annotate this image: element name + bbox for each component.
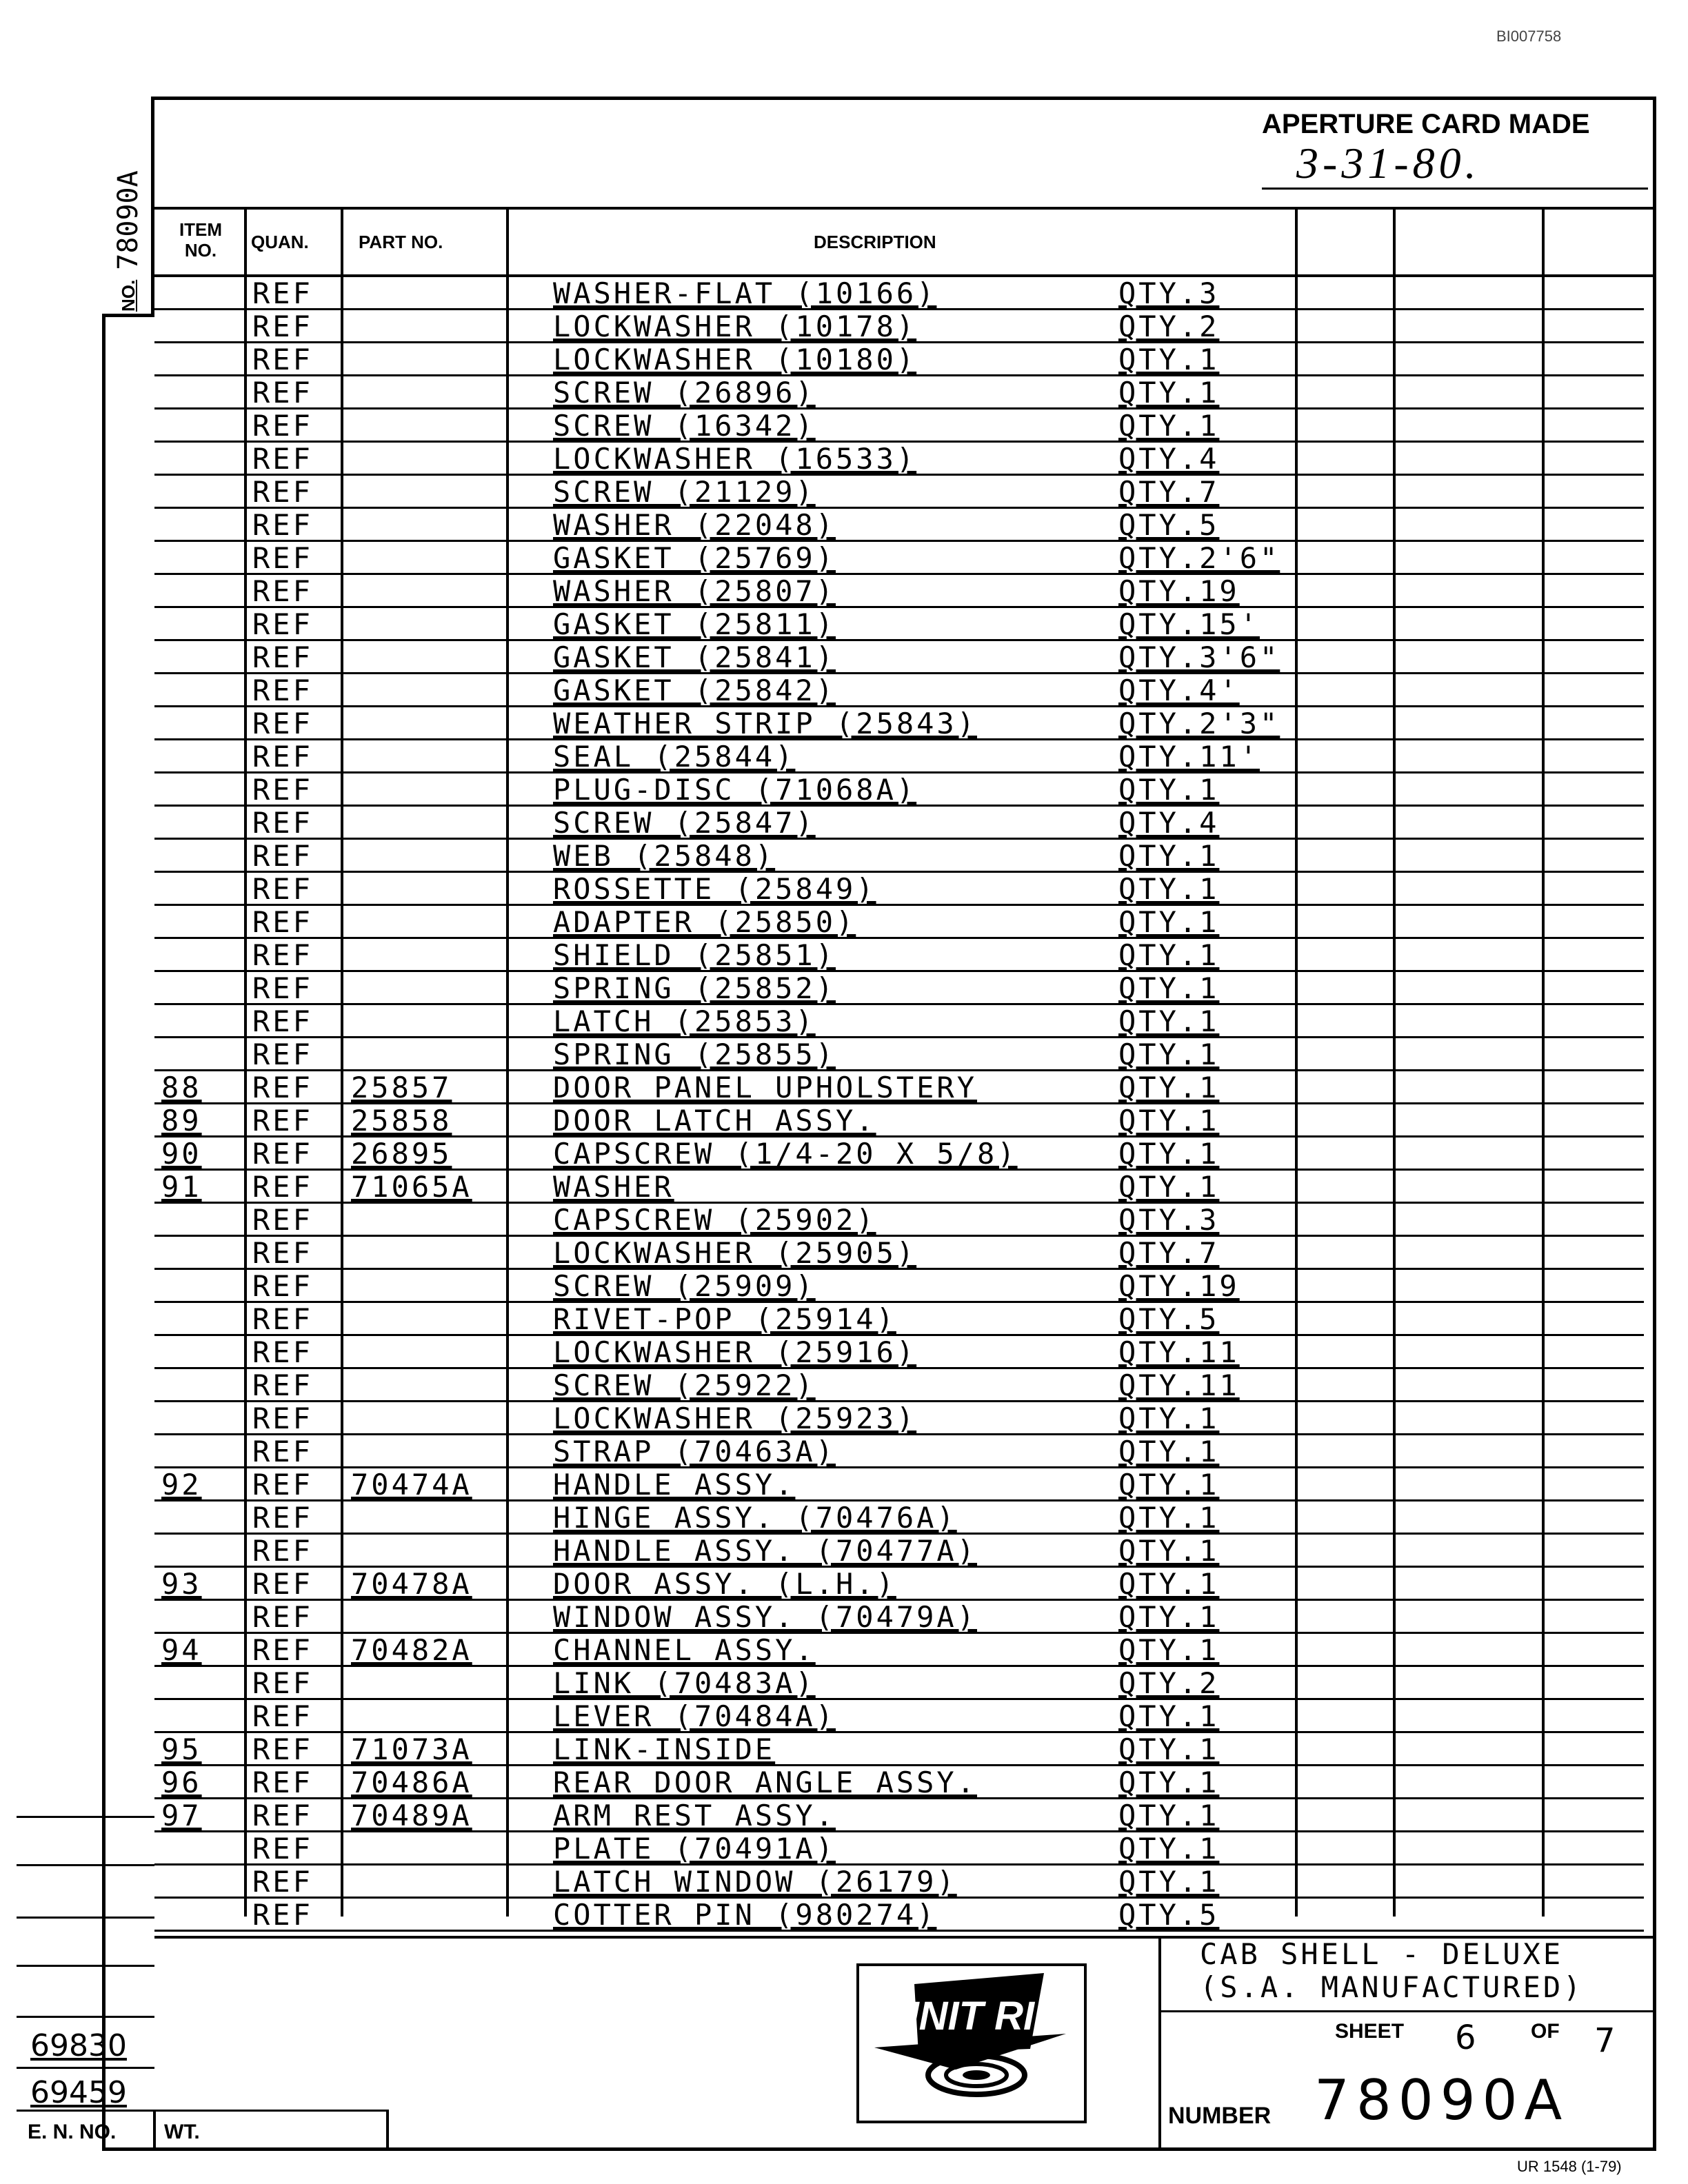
quantity: REF <box>252 1038 313 1071</box>
item-number: 89 <box>161 1104 202 1138</box>
title-sheet-rule <box>1158 2010 1656 2012</box>
table-row <box>154 1866 1644 1899</box>
description: WASHER (22048) <box>553 508 836 542</box>
quantity: REF <box>252 1335 313 1369</box>
quantity-note: QTY.1 <box>1118 1468 1220 1502</box>
quantity-note: QTY.1 <box>1118 1799 1220 1832</box>
wt-right-edge <box>386 2110 389 2151</box>
quantity: REF <box>252 1170 313 1204</box>
en-rule-1 <box>17 1816 154 1818</box>
quantity: REF <box>252 1236 313 1270</box>
en-rule-2 <box>17 1864 154 1866</box>
quantity: REF <box>252 1699 313 1733</box>
quantity-note: QTY.15' <box>1118 607 1260 641</box>
item-number: 94 <box>161 1633 202 1667</box>
table-row <box>154 1071 1644 1104</box>
description: SCREW (25847) <box>553 806 816 840</box>
table-row <box>154 1733 1644 1766</box>
column-header-description: DESCRIPTION <box>814 232 936 252</box>
table-row <box>154 1435 1644 1468</box>
document-reference: BI007758 <box>1496 28 1562 45</box>
description: HINGE ASSY. (70476A) <box>553 1501 957 1535</box>
quantity-note: QTY.1 <box>1118 1435 1220 1468</box>
description: DOOR LATCH ASSY. <box>553 1104 876 1138</box>
quantity: REF <box>252 773 313 807</box>
quantity-note: QTY.1 <box>1118 1104 1220 1138</box>
quantity: REF <box>252 310 313 343</box>
quantity-note: QTY.7 <box>1118 1236 1220 1270</box>
quantity-note: QTY.1 <box>1118 1137 1220 1171</box>
item-number: 91 <box>161 1170 202 1204</box>
part-number: 71073A <box>351 1732 472 1766</box>
quantity: REF <box>252 1501 313 1535</box>
description: SCREW (25922) <box>553 1368 816 1402</box>
drawing-number: 78090A <box>1314 2068 1569 2132</box>
table-row <box>154 376 1644 410</box>
table-row <box>154 608 1644 641</box>
quantity-note: QTY.1 <box>1118 1699 1220 1733</box>
description: COTTER PIN (980274) <box>553 1898 937 1932</box>
quantity: REF <box>252 1898 313 1932</box>
table-row <box>154 840 1644 873</box>
quantity-note: QTY.1 <box>1118 1501 1220 1535</box>
table-row <box>154 1104 1644 1138</box>
quantity-note: QTY.19 <box>1118 1269 1240 1303</box>
quantity-note: QTY.1 <box>1118 1766 1220 1799</box>
column-header-part: PART NO. <box>359 232 443 252</box>
table-row <box>154 1303 1644 1336</box>
quantity: REF <box>252 674 313 707</box>
quantity: REF <box>252 1435 313 1468</box>
drawing-number-strip <box>102 97 154 317</box>
description: REAR DOOR ANGLE ASSY. <box>553 1766 978 1799</box>
description: ADAPTER (25850) <box>553 905 856 939</box>
table-row <box>154 575 1644 608</box>
quantity: REF <box>252 1302 313 1336</box>
table-row <box>154 972 1644 1005</box>
description: SCREW (16342) <box>553 409 816 443</box>
quantity-note: QTY.4 <box>1118 806 1220 840</box>
quantity: REF <box>252 806 313 840</box>
table-row <box>154 1402 1644 1435</box>
sheet-label: SHEET <box>1335 2020 1405 2043</box>
table-row <box>154 1336 1644 1369</box>
description: LOCKWASHER (25916) <box>553 1335 917 1369</box>
table-row <box>154 873 1644 906</box>
quantity-note: QTY.1 <box>1118 1004 1220 1038</box>
assembly-title-line2: (S.A. MANUFACTURED) <box>1200 1970 1584 2004</box>
quantity-note: QTY.5 <box>1118 508 1220 542</box>
quantity: REF <box>252 1269 313 1303</box>
table-row <box>154 1038 1644 1071</box>
quantity: REF <box>252 1104 313 1138</box>
quantity: REF <box>252 1832 313 1866</box>
part-number: 70482A <box>351 1633 472 1667</box>
table-row <box>154 1667 1644 1700</box>
description: LATCH (25853) <box>553 1004 816 1038</box>
quantity-note: QTY.2'3" <box>1118 707 1280 740</box>
quantity: REF <box>252 938 313 972</box>
quantity: REF <box>252 1567 313 1601</box>
description: DOOR ASSY. (L.H.) <box>553 1567 896 1601</box>
part-number: 70486A <box>351 1766 472 1799</box>
quantity-note: QTY.1 <box>1118 1534 1220 1568</box>
quantity-note: QTY.11' <box>1118 740 1260 774</box>
en-no-label: E. N. NO. <box>28 2121 117 2143</box>
table-row <box>154 343 1644 376</box>
quantity-note: QTY.1 <box>1118 1865 1220 1899</box>
description: SPRING (25855) <box>553 1038 836 1071</box>
quantity-note: QTY.11 <box>1118 1335 1240 1369</box>
item-number: 95 <box>161 1732 202 1766</box>
description: PLUG-DISC (71068A) <box>553 773 917 807</box>
of-label: OF <box>1531 2020 1560 2043</box>
wt-label: WT. <box>164 2121 200 2143</box>
form-code: UR 1548 (1-79) <box>1517 2158 1622 2175</box>
quantity-note: QTY.1 <box>1118 1600 1220 1634</box>
description: GASKET (25811) <box>553 607 836 641</box>
quantity: REF <box>252 1004 313 1038</box>
quantity-note: QTY.1 <box>1118 1732 1220 1766</box>
description: CAPSCREW (1/4-20 X 5/8) <box>553 1137 1018 1171</box>
description: HANDLE ASSY. (70477A) <box>553 1534 978 1568</box>
quantity: REF <box>252 376 313 410</box>
quantity-note: QTY.3'6" <box>1118 640 1280 674</box>
description: LOCKWASHER (16533) <box>553 442 917 476</box>
quantity-note: QTY.1 <box>1118 1832 1220 1866</box>
quantity: REF <box>252 1402 313 1435</box>
item-number: 90 <box>161 1137 202 1171</box>
table-row <box>154 1005 1644 1038</box>
quantity-note: QTY.1 <box>1118 1071 1220 1104</box>
logo-text: UNIT RIG <box>890 1994 1066 2039</box>
quantity-note: QTY.1 <box>1118 1567 1220 1601</box>
quantity: REF <box>252 1666 313 1700</box>
description: LINK-INSIDE <box>553 1732 776 1766</box>
quantity: REF <box>252 607 313 641</box>
aperture-card-label: APERTURE CARD MADE <box>1262 109 1590 139</box>
quantity-note: QTY.5 <box>1118 1302 1220 1336</box>
drawing-number-value: 78090A <box>112 170 144 270</box>
quantity-note: QTY.1 <box>1118 773 1220 807</box>
quantity: REF <box>252 707 313 740</box>
table-row <box>154 1138 1644 1171</box>
description: CHANNEL ASSY. <box>553 1633 816 1667</box>
quantity-note: QTY.2'6" <box>1118 541 1280 575</box>
description: WINDOW ASSY. (70479A) <box>553 1600 978 1634</box>
item-number: 92 <box>161 1468 202 1502</box>
en-wt-divider <box>153 2110 156 2151</box>
table-row <box>154 410 1644 443</box>
quantity: REF <box>252 409 313 443</box>
table-row <box>154 1634 1644 1667</box>
part-number: 26895 <box>351 1137 452 1171</box>
description: GASKET (25842) <box>553 674 836 707</box>
quantity-note: QTY.1 <box>1118 938 1220 972</box>
description: LOCKWASHER (10178) <box>553 310 917 343</box>
title-block-divider <box>1158 1936 1161 2151</box>
part-number: 70478A <box>351 1567 472 1601</box>
quantity-note: QTY.1 <box>1118 343 1220 376</box>
description: GASKET (25841) <box>553 640 836 674</box>
table-row <box>154 509 1644 542</box>
description: LATCH WINDOW (26179) <box>553 1865 957 1899</box>
of-value: 7 <box>1594 2021 1616 2060</box>
quantity: REF <box>252 508 313 542</box>
quantity: REF <box>252 1137 313 1171</box>
table-row <box>154 674 1644 707</box>
description: SHIELD (25851) <box>553 938 836 972</box>
quantity-note: QTY.1 <box>1118 905 1220 939</box>
quantity: REF <box>252 1766 313 1799</box>
table-row <box>154 542 1644 575</box>
table-row <box>154 1700 1644 1733</box>
description: LEVER (70484A) <box>553 1699 836 1733</box>
item-number: 93 <box>161 1567 202 1601</box>
quantity-note: QTY.19 <box>1118 574 1240 608</box>
part-number: 25857 <box>351 1071 452 1104</box>
table-row <box>154 1204 1644 1237</box>
table-row <box>154 1171 1644 1204</box>
aperture-underline <box>1262 188 1648 190</box>
quantity-note: QTY.5 <box>1118 1898 1220 1932</box>
quantity: REF <box>252 475 313 509</box>
description: LOCKWASHER (25905) <box>553 1236 917 1270</box>
quantity-note: QTY.1 <box>1118 376 1220 410</box>
table-row <box>154 740 1644 774</box>
quantity-note: QTY.1 <box>1118 409 1220 443</box>
en-rule-5 <box>17 2016 154 2018</box>
quantity-note: QTY.1 <box>1118 1170 1220 1204</box>
quantity-note: QTY.1 <box>1118 872 1220 906</box>
en-rule-3 <box>17 1917 154 1919</box>
quantity: REF <box>252 1534 313 1568</box>
quantity: REF <box>252 1203 313 1237</box>
item-number: 97 <box>161 1799 202 1832</box>
quantity: REF <box>252 1732 313 1766</box>
description: SEAL (25844) <box>553 740 796 774</box>
quantity: REF <box>252 1865 313 1899</box>
description: SCREW (21129) <box>553 475 816 509</box>
table-row <box>154 1237 1644 1270</box>
quantity: REF <box>252 839 313 873</box>
quantity-note: QTY.1 <box>1118 839 1220 873</box>
description: CAPSCREW (25902) <box>553 1203 876 1237</box>
description: GASKET (25769) <box>553 541 836 575</box>
table-row <box>154 1832 1644 1866</box>
part-number: 70489A <box>351 1799 472 1832</box>
table-row <box>154 1899 1644 1932</box>
part-number: 25858 <box>351 1104 452 1138</box>
quantity: REF <box>252 343 313 376</box>
quantity: REF <box>252 905 313 939</box>
table-row <box>154 906 1644 939</box>
aperture-card-date: 3-31-80. <box>1296 139 1480 188</box>
table-row <box>154 1568 1644 1601</box>
quantity-note: QTY.1 <box>1118 1038 1220 1071</box>
header-top-rule <box>154 207 1656 210</box>
quantity: REF <box>252 1368 313 1402</box>
table-row <box>154 476 1644 509</box>
description: SCREW (26896) <box>553 376 816 410</box>
quantity-note: QTY.1 <box>1118 971 1220 1005</box>
table-row <box>154 1502 1644 1535</box>
description: PLATE (70491A) <box>553 1832 836 1866</box>
description: HANDLE ASSY. <box>553 1468 796 1502</box>
description: SPRING (25852) <box>553 971 836 1005</box>
column-header-item: ITEM NO. <box>179 219 223 261</box>
logo-graphic <box>859 1966 1084 2121</box>
table-row <box>154 1468 1644 1502</box>
table-row <box>154 707 1644 740</box>
table-row <box>154 310 1644 343</box>
description: SCREW (25909) <box>553 1269 816 1303</box>
part-number: 70474A <box>351 1468 472 1502</box>
item-number: 88 <box>161 1071 202 1104</box>
quantity-note: QTY.1 <box>1118 1633 1220 1667</box>
table-row <box>154 277 1644 310</box>
description: ROSSETTE (25849) <box>553 872 876 906</box>
quantity-note: QTY.1 <box>1118 1402 1220 1435</box>
sheet-value: 6 <box>1455 2019 1476 2057</box>
table-row <box>154 1369 1644 1402</box>
table-row <box>154 1535 1644 1568</box>
table-row <box>154 774 1644 807</box>
description: WASHER-FLAT (10166) <box>553 276 937 310</box>
description: WEATHER STRIP (25843) <box>553 707 978 740</box>
quantity-note: QTY.4' <box>1118 674 1240 707</box>
quantity-note: QTY.3 <box>1118 276 1220 310</box>
quantity: REF <box>252 740 313 774</box>
column-header-quan: QUAN. <box>251 232 309 252</box>
description: LOCKWASHER (25923) <box>553 1402 917 1435</box>
table-row <box>154 1799 1644 1832</box>
quantity: REF <box>252 1600 313 1634</box>
quantity: REF <box>252 640 313 674</box>
description: WEB (25848) <box>553 839 776 873</box>
quantity: REF <box>252 1468 313 1502</box>
quantity: REF <box>252 442 313 476</box>
quantity-note: QTY.7 <box>1118 475 1220 509</box>
description: WASHER (25807) <box>553 574 836 608</box>
assembly-title-line1: CAB SHELL - DELUXE <box>1200 1937 1564 1971</box>
table-row <box>154 1766 1644 1799</box>
description: DOOR PANEL UPHOLSTERY <box>553 1071 978 1104</box>
unit-rig-logo <box>856 1963 1087 2123</box>
table-row <box>154 443 1644 476</box>
quantity: REF <box>252 872 313 906</box>
quantity-note: QTY.2 <box>1118 1666 1220 1700</box>
quantity-note: QTY.3 <box>1118 1203 1220 1237</box>
quantity: REF <box>252 276 313 310</box>
en-rule-6 <box>17 2067 154 2069</box>
description: LOCKWASHER (10180) <box>553 343 917 376</box>
quantity-note: QTY.4 <box>1118 442 1220 476</box>
part-number: 71065A <box>351 1170 472 1204</box>
description: STRAP (70463A) <box>553 1435 836 1468</box>
table-row <box>154 807 1644 840</box>
table-row <box>154 641 1644 674</box>
quantity: REF <box>252 1799 313 1832</box>
item-number: 96 <box>161 1766 202 1799</box>
en-value-2: 69459 <box>30 2075 127 2110</box>
en-value-1: 69830 <box>30 2028 127 2063</box>
quantity: REF <box>252 541 313 575</box>
quantity-note: QTY.11 <box>1118 1368 1240 1402</box>
table-row <box>154 939 1644 972</box>
number-label: NUMBER <box>1168 2103 1272 2129</box>
description: LINK (70483A) <box>553 1666 816 1700</box>
en-rule-4 <box>17 1965 154 1967</box>
quantity-note: QTY.2 <box>1118 310 1220 343</box>
table-row <box>154 1601 1644 1634</box>
table-row <box>154 1270 1644 1303</box>
quantity: REF <box>252 971 313 1005</box>
description: WASHER <box>553 1170 674 1204</box>
description: ARM REST ASSY. <box>553 1799 836 1832</box>
quantity: REF <box>252 1071 313 1104</box>
drawing-number-label: NO. <box>117 279 139 312</box>
quantity: REF <box>252 574 313 608</box>
description: RIVET-POP (25914) <box>553 1302 896 1336</box>
quantity: REF <box>252 1633 313 1667</box>
